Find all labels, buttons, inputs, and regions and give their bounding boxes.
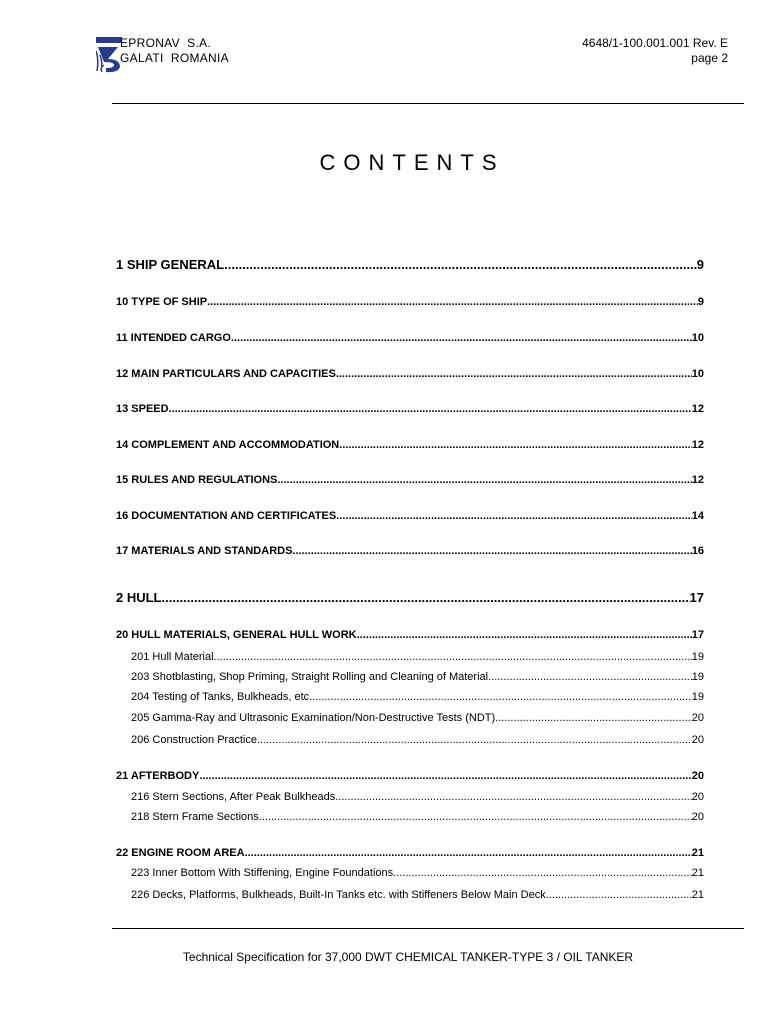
toc-dot-leader bbox=[224, 257, 697, 272]
toc-entry-page: 19 bbox=[691, 691, 704, 703]
toc-entry[interactable] bbox=[116, 651, 704, 663]
toc-entry-title: 11 INTENDED CARGO bbox=[116, 332, 231, 344]
toc-dot-leader bbox=[309, 691, 692, 703]
toc-entry-title: 22 ENGINE ROOM AREA bbox=[116, 847, 245, 859]
toc-dot-leader bbox=[257, 734, 692, 746]
toc-dot-leader bbox=[169, 403, 692, 415]
toc-entry[interactable] bbox=[116, 629, 704, 641]
toc-dot-leader bbox=[277, 474, 691, 486]
toc-entry-title: 15 RULES AND REGULATIONS bbox=[116, 474, 278, 486]
toc-entry[interactable] bbox=[116, 545, 704, 557]
toc-entry[interactable] bbox=[116, 474, 704, 486]
company-line-1: EPRONAV S.A. bbox=[120, 36, 212, 50]
toc-entry-page: 17 bbox=[691, 629, 704, 641]
toc-entry-title: 21 AFTERBODY bbox=[116, 770, 200, 782]
toc-entry[interactable] bbox=[116, 510, 704, 522]
toc-entry-title: 218 Stern Frame Sections bbox=[131, 811, 259, 823]
toc-dot-leader bbox=[259, 811, 692, 823]
toc-entry[interactable] bbox=[116, 403, 704, 415]
toc-entry-title: 17 MATERIALS AND STANDARDS bbox=[116, 545, 293, 557]
toc-entry-page: 20 bbox=[691, 811, 704, 823]
toc-entry[interactable] bbox=[116, 590, 704, 605]
toc-dot-leader bbox=[393, 867, 692, 879]
toc-entry-title: 203 Shotblasting, Shop Priming, Straight Rolling and Cleaning of Material bbox=[131, 671, 489, 683]
toc-entry[interactable] bbox=[116, 791, 704, 803]
toc-entry-page: 21 bbox=[691, 847, 704, 859]
toc-entry-page: 16 bbox=[691, 545, 704, 557]
toc-dot-leader bbox=[336, 510, 692, 522]
toc-entry-title: 201 Hull Material bbox=[131, 651, 214, 663]
toc-dot-leader bbox=[199, 770, 691, 782]
toc-entry[interactable] bbox=[116, 847, 704, 859]
toc-dot-leader bbox=[292, 545, 691, 557]
toc-entry-title: 16 DOCUMENTATION AND CERTIFICATES bbox=[116, 510, 337, 522]
document-info bbox=[582, 36, 728, 66]
toc-entry[interactable] bbox=[116, 867, 704, 879]
toc-entry-page: 20 bbox=[691, 791, 704, 803]
toc-entry-page: 20 bbox=[691, 712, 704, 724]
footer-rule bbox=[112, 928, 744, 929]
toc-entry-page: 21 bbox=[691, 889, 704, 901]
company-name bbox=[120, 36, 229, 66]
page-number: page 2 bbox=[691, 51, 728, 65]
toc-entry-page: 19 bbox=[691, 651, 704, 663]
toc-entry-page: 12 bbox=[691, 439, 704, 451]
toc-entry[interactable] bbox=[116, 889, 704, 901]
toc-dot-leader bbox=[335, 791, 692, 803]
toc-entry-title: 206 Construction Practice bbox=[131, 734, 257, 746]
toc-entry-page: 9 bbox=[696, 257, 704, 272]
toc-entry-title: 12 MAIN PARTICULARS AND CAPACITIES bbox=[116, 368, 336, 380]
toc-entry[interactable] bbox=[116, 296, 704, 308]
toc-entry[interactable] bbox=[116, 332, 704, 344]
toc-entry[interactable] bbox=[116, 368, 704, 380]
toc-entry-page: 9 bbox=[697, 296, 704, 308]
toc-entry-page: 20 bbox=[691, 734, 704, 746]
page-footer: Technical Specification for 37,000 DWT CHEMICAL TANKER-TYPE 3 / OIL TANKER bbox=[182, 950, 634, 964]
toc-dot-leader bbox=[488, 671, 692, 683]
toc-entry-title: 10 TYPE OF SHIP bbox=[116, 296, 208, 308]
toc-entry-page: 14 bbox=[691, 510, 704, 522]
toc-dot-leader bbox=[339, 439, 691, 451]
toc-entry-title: 226 Decks, Platforms, Bulkheads, Built-In Tanks etc. with Stiffeners Below Main Deck bbox=[131, 889, 546, 901]
toc-entry-page: 10 bbox=[691, 332, 704, 344]
header-rule bbox=[112, 103, 744, 104]
toc-entry-title: 204 Testing of Tanks, Bulkheads, etc bbox=[131, 691, 310, 703]
toc-entry-title: 223 Inner Bottom With Stiffening, Engine Foundations bbox=[131, 867, 394, 879]
company-line-2: GALATI ROMANIA bbox=[120, 51, 229, 65]
toc-entry[interactable] bbox=[116, 770, 704, 782]
toc-entry-page: 10 bbox=[691, 368, 704, 380]
toc-dot-leader bbox=[495, 712, 692, 724]
toc-entry-title: 205 Gamma-Ray and Ultrasonic Examination/Non-Destructive Tests (NDT) bbox=[131, 712, 496, 724]
toc-entry-page: 19 bbox=[691, 671, 704, 683]
toc-entry-title: 14 COMPLEMENT AND ACCOMMODATION bbox=[116, 439, 340, 451]
toc-entry[interactable] bbox=[116, 257, 704, 272]
toc-entry[interactable] bbox=[116, 671, 704, 683]
toc-dot-leader bbox=[245, 847, 692, 859]
toc-dot-leader bbox=[546, 889, 692, 901]
toc-entry-page: 17 bbox=[689, 590, 704, 605]
toc-dot-leader bbox=[214, 651, 692, 663]
page-title: CONTENTS bbox=[319, 150, 505, 175]
toc-entry[interactable] bbox=[116, 811, 704, 823]
toc-dot-leader bbox=[231, 332, 692, 344]
toc-entry[interactable] bbox=[116, 691, 704, 703]
toc-dot-leader bbox=[357, 629, 692, 641]
toc-dot-leader bbox=[162, 590, 690, 605]
toc-entry[interactable] bbox=[116, 734, 704, 746]
toc-entry[interactable] bbox=[116, 439, 704, 451]
toc-entry-page: 20 bbox=[691, 770, 704, 782]
toc-entry-title: 216 Stern Sections, After Peak Bulkheads bbox=[131, 791, 336, 803]
toc-entry-title: 13 SPEED bbox=[116, 403, 169, 415]
toc-entry[interactable] bbox=[116, 712, 704, 724]
toc-entry-page: 21 bbox=[691, 867, 704, 879]
toc-dot-leader bbox=[207, 296, 698, 308]
toc-entry-title: 2 HULL bbox=[116, 590, 162, 605]
toc-entry-title: 1 SHIP GENERAL bbox=[116, 257, 225, 272]
page-header bbox=[0, 0, 768, 104]
toc-entry-title: 20 HULL MATERIALS, GENERAL HULL WORK bbox=[116, 629, 357, 641]
toc-entry-page: 12 bbox=[691, 403, 704, 415]
document-number: 4648/1-100.001.001 Rev. E bbox=[582, 36, 728, 50]
toc-entry-page: 12 bbox=[691, 474, 704, 486]
toc-dot-leader bbox=[336, 368, 692, 380]
